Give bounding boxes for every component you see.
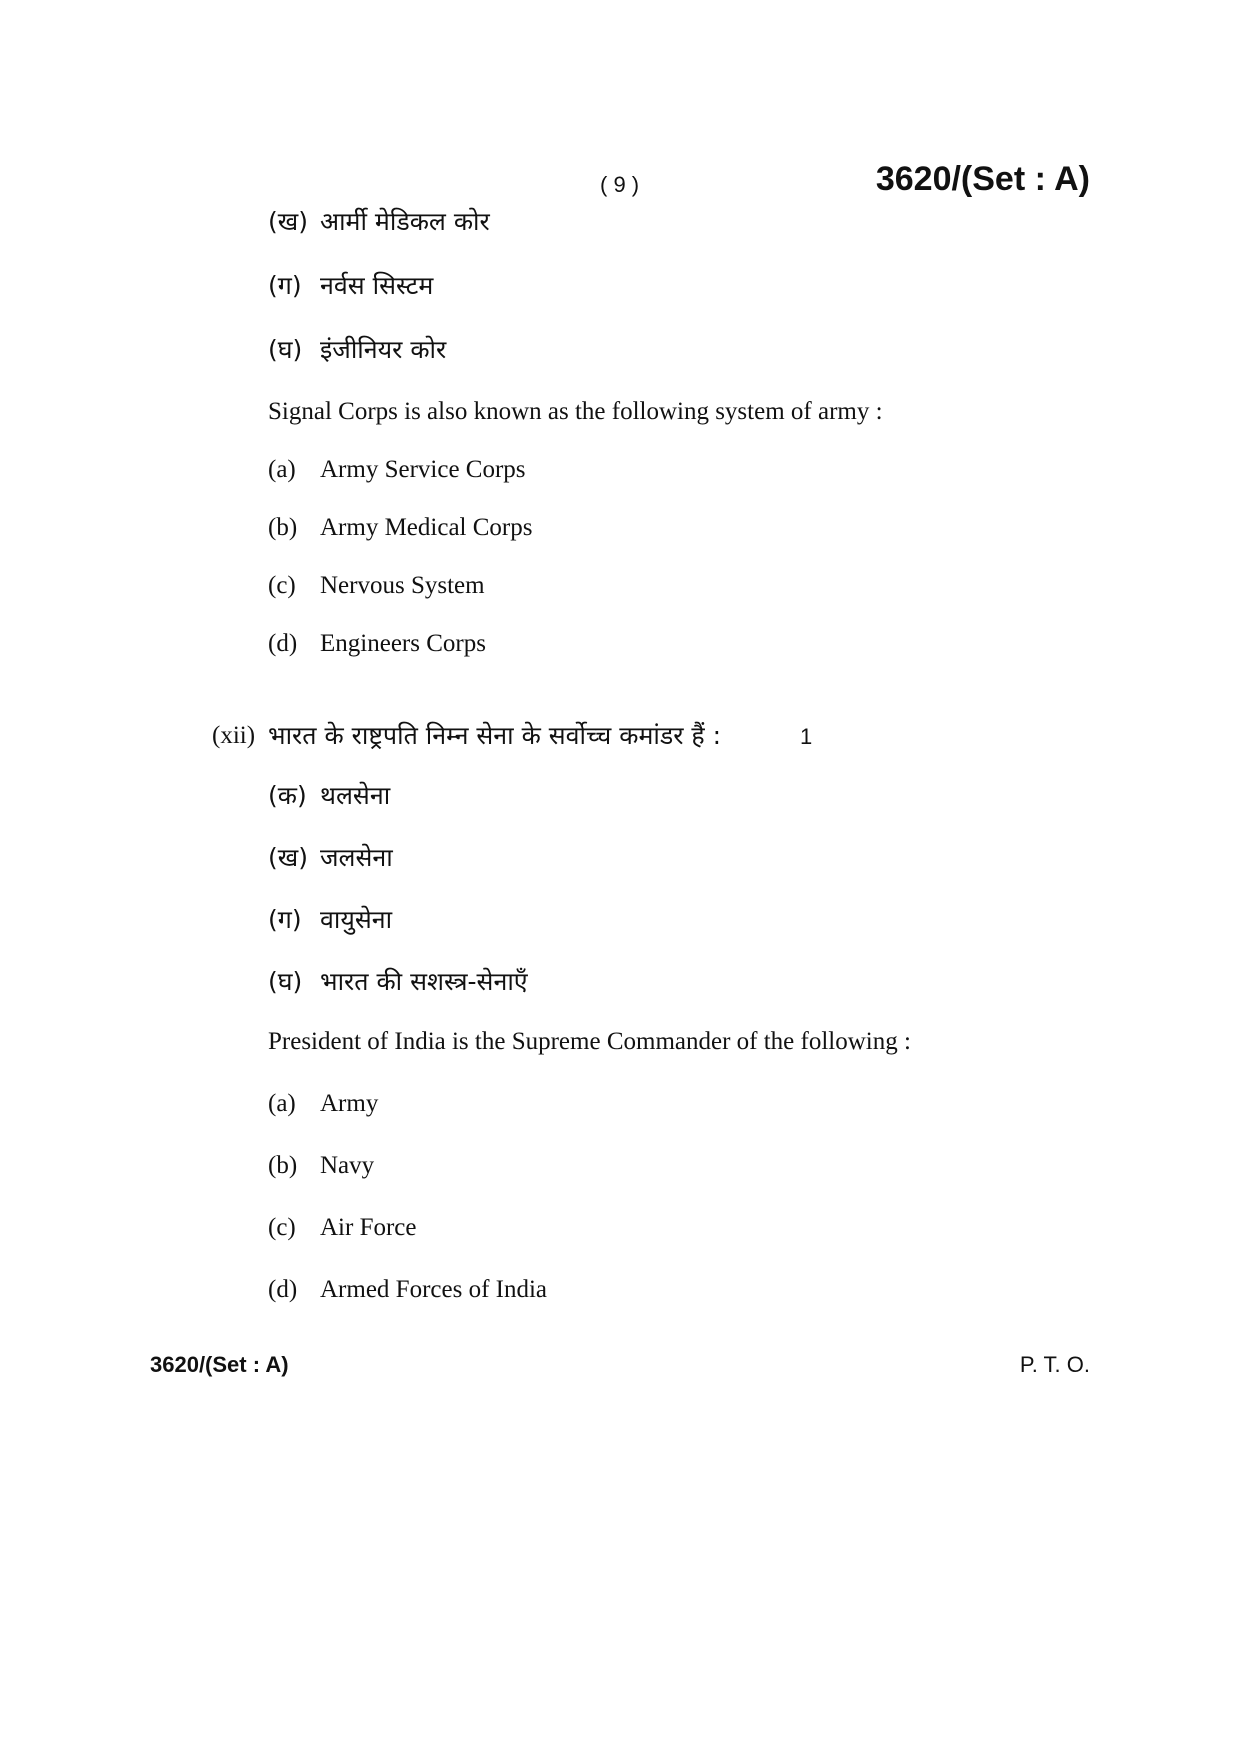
english-option-b bbox=[268, 514, 532, 542]
option-label: (d) bbox=[268, 1276, 298, 1303]
hindi-option-kha bbox=[268, 840, 393, 874]
option-text: जलसेना bbox=[320, 843, 393, 872]
option-label: (a) bbox=[268, 1090, 296, 1117]
pto: P. T. O. bbox=[1019, 1352, 1090, 1377]
english-option-a bbox=[268, 456, 526, 484]
option-text: Engineers Corps bbox=[320, 630, 486, 657]
option-label: (क) bbox=[268, 781, 307, 810]
option-label: (a) bbox=[268, 456, 296, 483]
option-label: (c) bbox=[268, 572, 296, 599]
english-option-c bbox=[268, 1214, 417, 1242]
hindi-question: भारत के राष्ट्रपति निम्न सेना के सर्वोच्च कमांडर हैं : bbox=[268, 721, 722, 750]
option-label: (b) bbox=[268, 1152, 298, 1179]
option-text: Nervous System bbox=[320, 572, 485, 599]
option-label: (घ) bbox=[268, 335, 303, 364]
option-text: Army bbox=[320, 1090, 379, 1117]
english-question: Signal Corps is also known as the following system of army : bbox=[268, 398, 883, 425]
english-option-c bbox=[268, 572, 485, 600]
option-text: Army Medical Corps bbox=[320, 514, 533, 541]
hindi-option-kha bbox=[268, 204, 490, 238]
marks: 1 bbox=[800, 724, 813, 749]
english-option-d bbox=[268, 1276, 547, 1304]
english-option-d bbox=[268, 630, 486, 658]
paper-code-header: 3620/(Set : A) bbox=[875, 160, 1090, 198]
option-text: वायुसेना bbox=[320, 905, 393, 934]
option-text: आर्मी मेडिकल कोर bbox=[320, 207, 490, 236]
option-text: Navy bbox=[320, 1152, 375, 1179]
option-label: (ख) bbox=[268, 843, 308, 872]
option-text: थलसेना bbox=[320, 781, 391, 810]
option-label: (d) bbox=[268, 630, 298, 657]
hindi-option-gha bbox=[268, 964, 528, 998]
english-question: President of India is the Supreme Commander of the following : bbox=[268, 1028, 911, 1055]
hindi-option-ga bbox=[268, 268, 433, 302]
english-option-b bbox=[268, 1152, 374, 1180]
option-text: नर्वस सिस्टम bbox=[320, 271, 434, 300]
option-label: (घ) bbox=[268, 967, 303, 996]
hindi-option-gha bbox=[268, 332, 446, 366]
option-text: Armed Forces of India bbox=[320, 1276, 548, 1303]
english-option-a bbox=[268, 1090, 378, 1118]
option-text: Air Force bbox=[320, 1214, 417, 1241]
paper-code-footer: 3620/(Set : A) bbox=[150, 1352, 289, 1377]
option-label: (ग) bbox=[268, 271, 302, 300]
page-number: ( 9 ) bbox=[600, 172, 640, 197]
option-label: (ख) bbox=[268, 207, 308, 236]
option-label: (c) bbox=[268, 1214, 296, 1241]
hindi-option-ka bbox=[268, 778, 390, 812]
option-text: इंजीनियर कोर bbox=[320, 335, 447, 364]
hindi-option-ga bbox=[268, 902, 392, 936]
option-text: भारत की सशस्त्र-सेनाएँ bbox=[320, 967, 528, 996]
option-text: Army Service Corps bbox=[320, 456, 526, 483]
question-number: (xii) bbox=[212, 722, 256, 749]
option-label: (b) bbox=[268, 514, 298, 541]
option-label: (ग) bbox=[268, 905, 302, 934]
